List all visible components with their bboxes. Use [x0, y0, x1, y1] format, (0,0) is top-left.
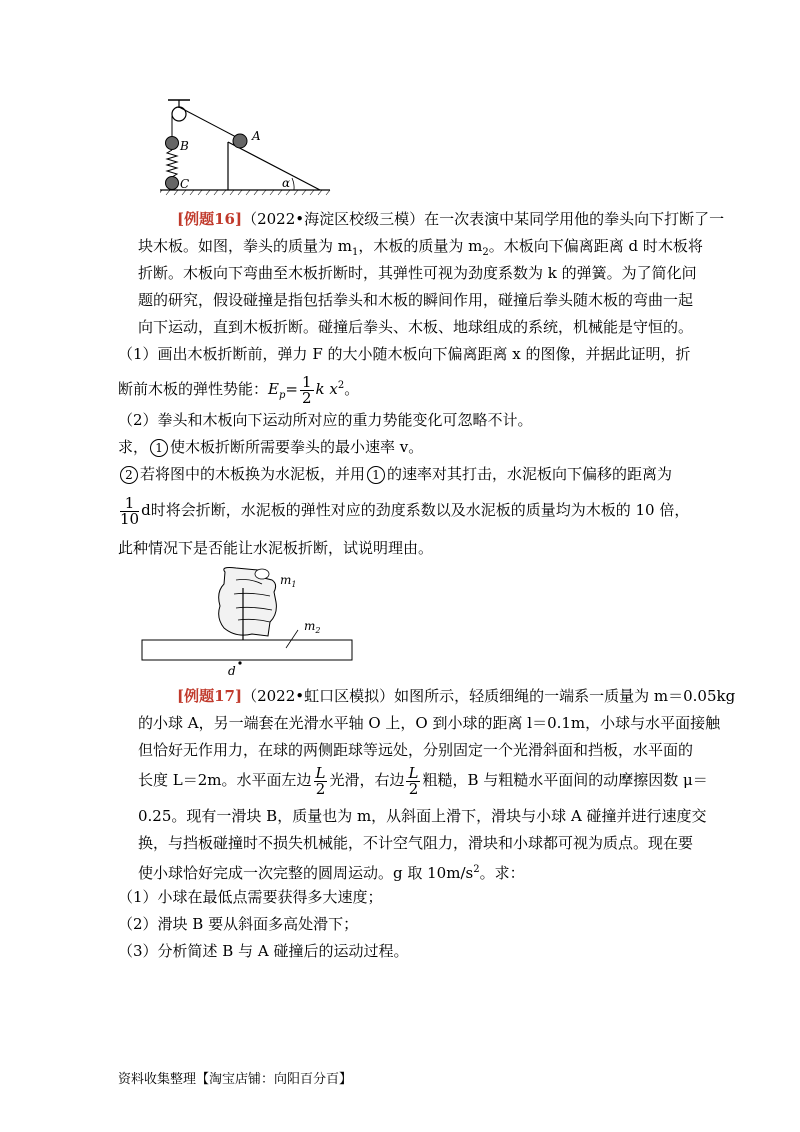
fraction-L-half-1: $\frac{L}{2}$: [315, 763, 326, 798]
ex16-line1: [例题16]（2022•海淀区校级三模）在一次表演中某同学用他的拳头向下打断了一: [177, 210, 725, 228]
ex17-line6: 换，与挡板碰撞时不损失机械能，不计空气阻力，滑块和小球都可视为质点。现在要: [138, 834, 694, 852]
ex17-question-1: （1）小球在最低点需要获得多大速度；: [118, 888, 383, 906]
label-B: B: [180, 139, 189, 153]
ex16-line8: （2）拳头和木板向下运动所对应的重力势能变化可忽略不计。: [118, 411, 533, 429]
ex17-question-2: （2）滑块 B 要从斜面多高处滑下；: [118, 915, 359, 933]
ex17-line7: 使小球恰好完成一次完整的圆周运动。g 取 $10m/s^2$。求：: [138, 864, 525, 882]
circled-2: 2: [120, 466, 138, 484]
label-A: A: [252, 129, 261, 143]
fraction-half: $\frac{1}{2}$: [301, 372, 312, 407]
circled-1: 1: [150, 439, 168, 457]
figure-pulley-incline: [160, 92, 340, 202]
ex16-line11: $\frac{1}{10}$ d时将会折断，水泥板的弹性对应的劲度系数以及水泥板的质量均为木板的 10 倍，: [120, 493, 690, 528]
ex17-line2: 的小球 A，另一端套在光滑水平轴 O 上，O 到小球的距离 l＝0.1m，小球与水平面接触: [138, 714, 721, 732]
ex17-line3: 但恰好无作用力，在球的两侧距球等远处，分别固定一个光滑斜面和挡板，水平面的: [138, 741, 694, 759]
ex17-line4: 长度 L＝2m。水平面左边 $\frac{L}{2}$ 光滑，右边 $\frac{L}{2}$ 粗糙，B 与粗糙水平面间的动摩擦因数 μ＝: [138, 763, 708, 798]
ex16-line4: 题的研究，假设碰撞是指包括拳头和木板的瞬间作用，碰撞后拳头随木板的弯曲一起: [138, 291, 694, 309]
figure-fist-board: [140, 562, 355, 682]
ex16-line9: 求， 1 使木板折断所需要拳头的最小速率 v。: [118, 438, 424, 456]
ex16-line7: 断前木板的弹性势能：$E_p=$ $\frac{1}{2}$ k $x^2$。: [118, 372, 360, 407]
ex16-line10: 2 若将图中的木板换为水泥板，并用 1 的速率对其打击，水泥板向下偏移的距离为: [118, 464, 672, 484]
fraction-tenth: $\frac{1}{10}$: [120, 493, 140, 528]
ex17-tag: [例题17]: [177, 687, 243, 705]
ex16-line2: 块木板。如图，拳头的质量为 $m_1$，木板的质量为 $m_2$。木板向下偏离距离 d 时木板将: [138, 237, 703, 258]
ex16-line3: 折断。木板向下弯曲至木板折断时，其弹性可视为劲度系数为 k 的弹簧。为了简化问: [138, 264, 697, 282]
label-d: d: [228, 664, 236, 678]
ex16-line6: （1）画出木板折断前，弹力 F 的大小随木板向下偏离距离 x 的图像，并据此证明，折: [118, 345, 691, 363]
label-alpha: α: [282, 176, 291, 190]
label-m2: $m_2$: [304, 619, 321, 635]
label-C: C: [180, 177, 190, 191]
ex17-line5: 0.25。现有一滑块 B，质量也为 m，从斜面上滑下，滑块与小球 A 碰撞并进行速度交: [138, 807, 707, 825]
ex16-line12: 此种情况下是否能让水泥板折断，试说明理由。: [118, 539, 434, 557]
ex16-tag: [例题16]: [177, 210, 243, 228]
label-m1: $m_1$: [280, 573, 297, 589]
ex17-question-3: （3）分析简述 B 与 A 碰撞后的运动过程。: [118, 942, 409, 960]
ex16-line5: 向下运动，直到木板折断。碰撞后拳头、木板、地球组成的系统，机械能是守恒的。: [138, 318, 694, 336]
page-footer: 资料收集整理【淘宝店铺：向阳百分百】: [118, 1072, 353, 1087]
ex17-line1: [例题17]（2022•虹口区模拟）如图所示，轻质细绳的一端系一质量为 m＝0.05kg: [177, 687, 736, 705]
fraction-L-half-2: $\frac{L}{2}$: [408, 763, 419, 798]
